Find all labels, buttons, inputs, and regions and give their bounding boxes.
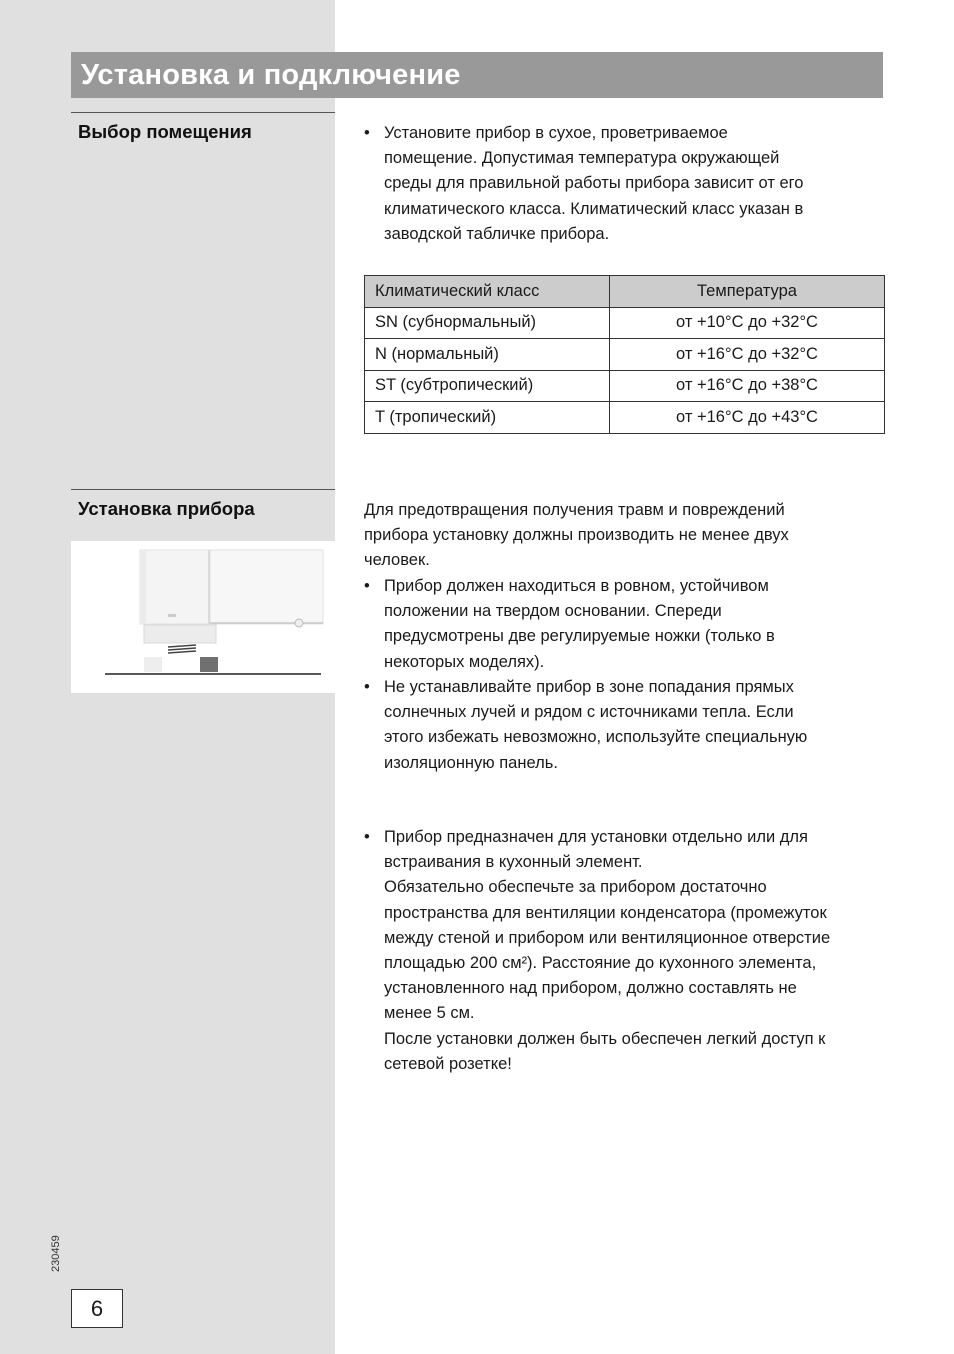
text-line: Не устанавливайте прибор в зоне попадания прямых [384,678,794,696]
table-cell: N (нормальный) [365,339,610,371]
bullet-marker: • [364,577,370,595]
text-line: климатического класса. Климатический класс указан в [384,199,804,218]
text-line: заводской табличке прибора. [384,224,610,243]
text-line: этого избежать невозможно, используйте специальную [384,728,808,747]
text-line: помещение. Допустимая температура окружающей [384,149,780,168]
text-line: сетевой розетке! [384,1054,512,1073]
text-line: установленного над прибором, должно составлять не [384,979,797,998]
section-heading-install: Установка прибора [78,498,255,519]
document-code: 230459 [50,1235,62,1272]
title-bar [71,52,883,98]
climate-class-table [364,275,885,434]
table-header-row [365,276,885,308]
bullet-marker: • [364,124,370,142]
page-title: Установка и подключение [81,59,461,91]
table-row [365,402,885,434]
text-line: После установки должен быть обеспечен легкий доступ к [384,1029,826,1048]
install-intro [364,498,789,574]
table-cell: SN (субнормальный) [365,307,610,339]
section-divider-room [71,112,335,113]
text-line: человек. [364,551,430,570]
text-line: Прибор должен находиться в ровном, устойчивом [384,577,769,595]
bullet-marker: • [364,678,370,696]
table-header-temperature: Температура [610,276,885,308]
text-line: предусмотрены две регулируемые ножки (только в [384,627,775,646]
text-line: Для предотвращения получения травм и повреждений [364,501,785,519]
section-divider-install [71,489,335,490]
text-line: менее 5 см. [384,1004,475,1023]
text-line: Прибор предназначен для установки отдельно или для [384,828,808,846]
table-cell: T (тропический) [365,402,610,434]
appliance-foot-illustration [71,541,335,693]
text-line: Обязательно обеспечьте за прибором достаточно [384,878,767,897]
table-header-class: Климатический класс [365,276,610,308]
table-cell: от +16°C до +43°C [610,402,885,434]
bullet-marker: • [364,828,370,846]
text-line: между стеной и прибором или вентиляционное отверстие [384,928,831,947]
appliance-foot-drawing [71,541,335,693]
text-line: некоторых моделях). [384,652,545,671]
room-paragraph [384,121,803,247]
table-row [365,370,885,402]
table-cell: ST (субтропический) [365,370,610,402]
text-line: прибора установку должны производить не менее двух [364,526,789,545]
table-cell: от +16°C до +38°C [610,370,885,402]
text-line: Установите прибор в сухое, проветриваемое [384,124,728,142]
text-line: среды для правильной работы прибора зависит от его [384,174,804,193]
page-number: 6 [71,1289,123,1328]
text-line: площадью 200 см²). Расстояние до кухонного элемента, [384,954,817,973]
text-line: изоляционную панель. [384,753,558,772]
text-line: пространства для вентиляции конденсатора (промежуток [384,903,827,922]
install-bullet-ventilation [384,825,830,1077]
text-line: положении на твердом основании. Спереди [384,602,722,621]
table-row [365,339,885,371]
table-row [365,307,885,339]
text-line: солнечных лучей и рядом с источниками тепла. Если [384,703,794,722]
install-bullet-level [384,574,775,675]
text-line: встраивания в кухонный элемент. [384,853,643,872]
table-cell: от +16°C до +32°C [610,339,885,371]
install-bullet-sunlight [384,675,807,776]
section-heading-room: Выбор помещения [78,121,252,142]
table-cell: от +10°C до +32°C [610,307,885,339]
